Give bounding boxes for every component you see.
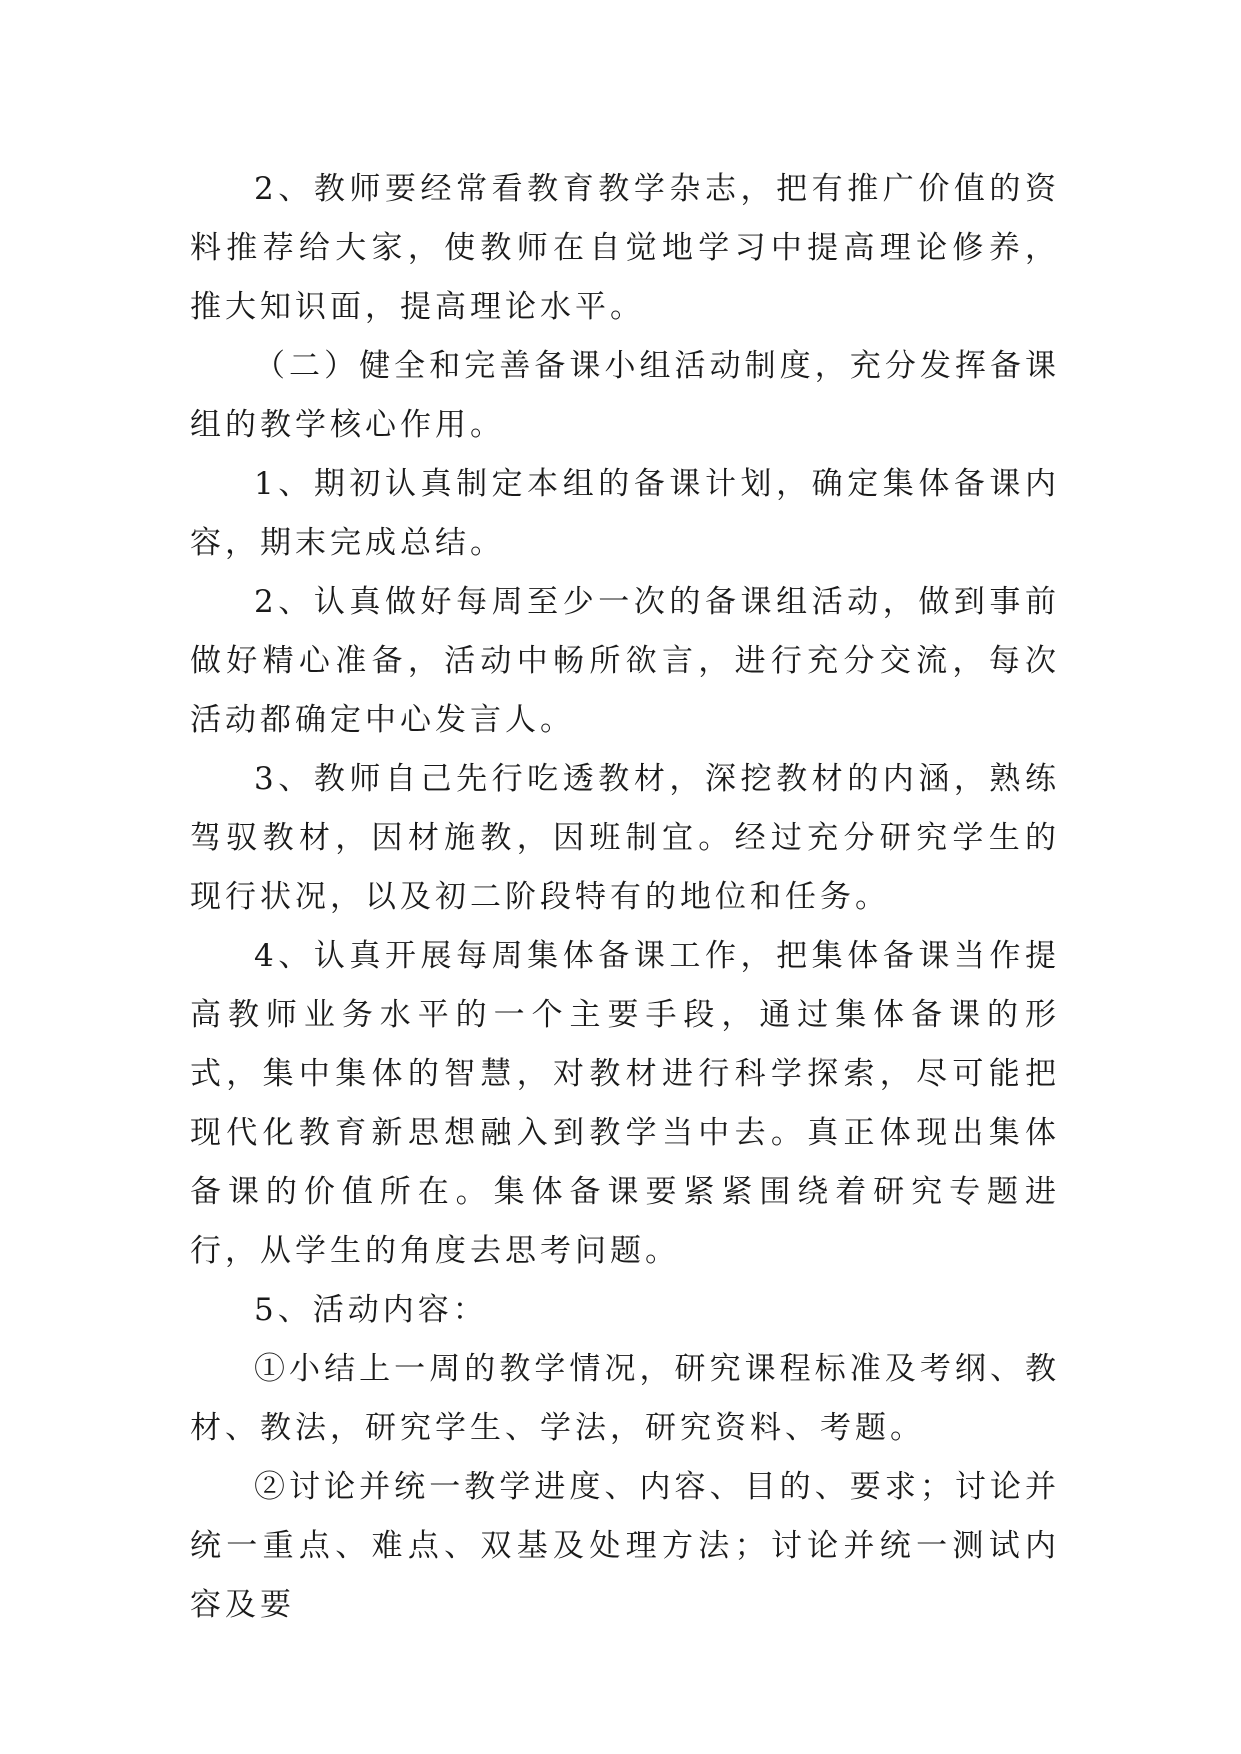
paragraph-item-2-journals: 2、教师要经常看教育教学杂志，把有推广价值的资料推荐给大家，使教师在自觉地学习中提高理论修养，推大知识面，提高理论水平。 xyxy=(190,171,1060,325)
document-body xyxy=(190,160,1060,1635)
paragraph-item-4-collective-prep: 4、认真开展每周集体备课工作，把集体备课当作提高教师业务水平的一个主要手段，通过集体备课的形式，集中集体的智慧，对教材进行科学探索，尽可能把现代化教育新思想融入到教学当中去。真正体现出集体备课的价值所在。集体备课要紧紧围绕着研究专题进行，从学生的角度去思考问题。 xyxy=(190,938,1060,1269)
paragraph-subitem-1-summary: ①小结上一周的教学情况，研究课程标准及考纲、教材、教法，研究学生、学法，研究资料、考题。 xyxy=(190,1351,1060,1446)
paragraph-subitem-2-discussion: ②讨论并统一教学进度、内容、目的、要求；讨论并统一重点、难点、双基及处理方法；讨论并统一测试内容及要 xyxy=(190,1469,1060,1623)
section-heading-lesson-prep-groups: （二）健全和完善备课小组活动制度，充分发挥备课组的教学核心作用。 xyxy=(190,348,1060,443)
paragraph-item-5-activity-content: 5、活动内容： xyxy=(254,1292,488,1328)
paragraph-item-1-plan: 1、期初认真制定本组的备课计划，确定集体备课内容，期末完成总结。 xyxy=(190,466,1060,561)
paragraph-item-3-textbook: 3、教师自己先行吃透教材，深挖教材的内涵，熟练驾驭教材，因材施教，因班制宜。经过充分研究学生的现行状况，以及初二阶段特有的地位和任务。 xyxy=(190,761,1060,915)
paragraph-item-2-weekly-activity: 2、认真做好每周至少一次的备课组活动，做到事前做好精心准备，活动中畅所欲言，进行充分交流，每次活动都确定中心发言人。 xyxy=(190,584,1060,738)
